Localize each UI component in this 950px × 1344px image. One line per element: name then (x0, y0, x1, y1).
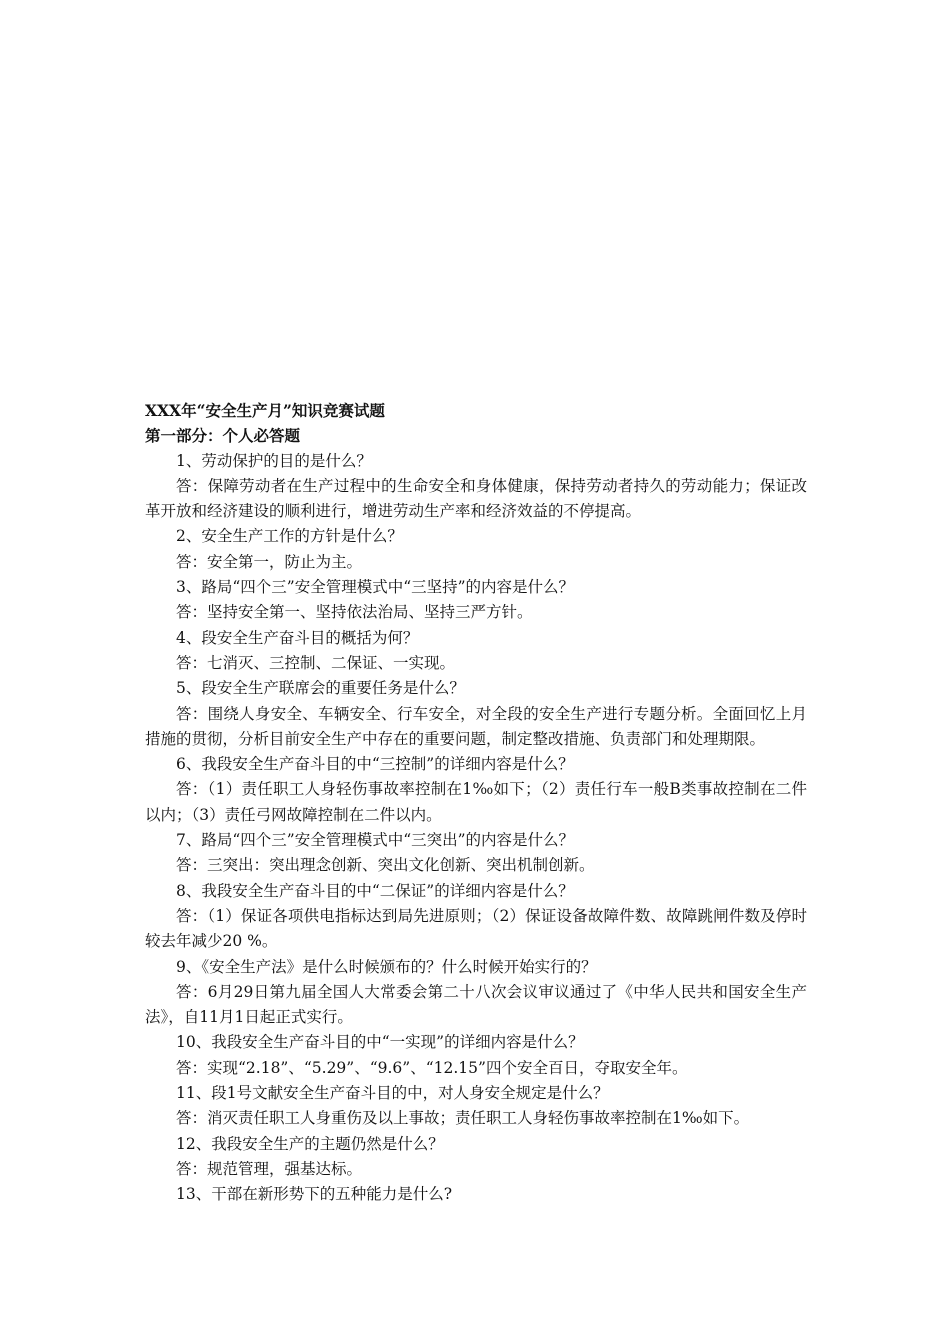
document-body (145, 398, 807, 1208)
document-title: XXX年“安全生产月”知识竞赛试题 (145, 401, 385, 420)
answer-2: 答：安全第一，防止为主。 (176, 552, 363, 571)
question-12: 12、我段安全生产的主题仍然是什么？ (176, 1134, 444, 1153)
question-8: 8、我段安全生产奋斗目的中“二保证”的详细内容是什么？ (176, 881, 574, 900)
question-2: 2、安全生产工作的方针是什么？ (176, 527, 403, 546)
question-10: 10、我段安全生产奋斗目的中“一实现”的详细内容是什么？ (176, 1033, 584, 1052)
answer-8: 答：（1）保证各项供电指标达到局先进原则；（2）保证设备故障件数、故障跳闸件数及停时较去年减少20 %。 (145, 906, 807, 951)
answer-1: 答：保障劳动者在生产过程中的生命安全和身体健康，保持劳动者持久的劳动能力；保证改革开放和经济建设的顺利进行，增进劳动生产率和经济效益的不停提高。 (145, 476, 807, 521)
question-4: 4、段安全生产奋斗目的概括为何？ (176, 628, 419, 647)
answer-11: 答：消灭责任职工人身重伤及以上事故；责任职工人身轻伤事故率控制在1‰如下。 (176, 1109, 750, 1128)
answer-7: 答：三突出：突出理念创新、突出文化创新、突出机制创新。 (176, 856, 595, 875)
section-heading: 第一部分：个人必答题 (145, 426, 301, 446)
answer-5: 答：围绕人身安全、车辆安全、行车安全，对全段的安全生产进行专题分析。全面回忆上月措施的贯彻，分析目前安全生产中存在的重要问题，制定整改措施、负责部门和处理期限。 (145, 704, 807, 748)
answer-12: 答：规范管理，强基达标。 (176, 1159, 363, 1178)
question-13: 13、干部在新形势下的五种能力是什么? (176, 1185, 453, 1204)
question-6: 6、我段安全生产奋斗目的中“三控制”的详细内容是什么？ (176, 755, 574, 774)
answer-4: 答：七消灭、三控制、二保证、一实现。 (176, 653, 456, 672)
question-1: 1、劳动保护的目的是什么？ (176, 451, 372, 470)
question-11: 11、段1号文献安全生产奋斗目的中，对人身安全规定是什么？ (176, 1084, 609, 1103)
question-3: 3、路局“四个三”安全管理模式中“三坚持”的内容是什么？ (176, 578, 575, 597)
question-7: 7、路局“四个三”安全管理模式中“三突出”的内容是什么？ (176, 831, 575, 850)
answer-9: 答：6月29日第九届全国人大常委会第二十八次会议审议通过了《中华人民共和国安全生产法》，自11月1日起正式实行。 (145, 982, 807, 1027)
question-9: 9、《安全生产法》是什么时候颁布的？什么时候开始实行的？ (176, 957, 597, 976)
question-5: 5、段安全生产联席会的重要任务是什么？ (176, 679, 465, 698)
answer-10: 答：实现“2.18”、“5.29”、“9.6”、“12.15”四个安全百日，夺取安全年。 (176, 1058, 688, 1077)
answer-3: 答：坚持安全第一、坚持依法治局、坚持三严方针。 (176, 603, 533, 622)
answer-6: 答：（1）责任职工人身轻伤事故率控制在1‰如下；（2）责任行车一般B类事故控制在二件以内；（3）责任弓网故障控制在二件以内。 (145, 780, 807, 824)
